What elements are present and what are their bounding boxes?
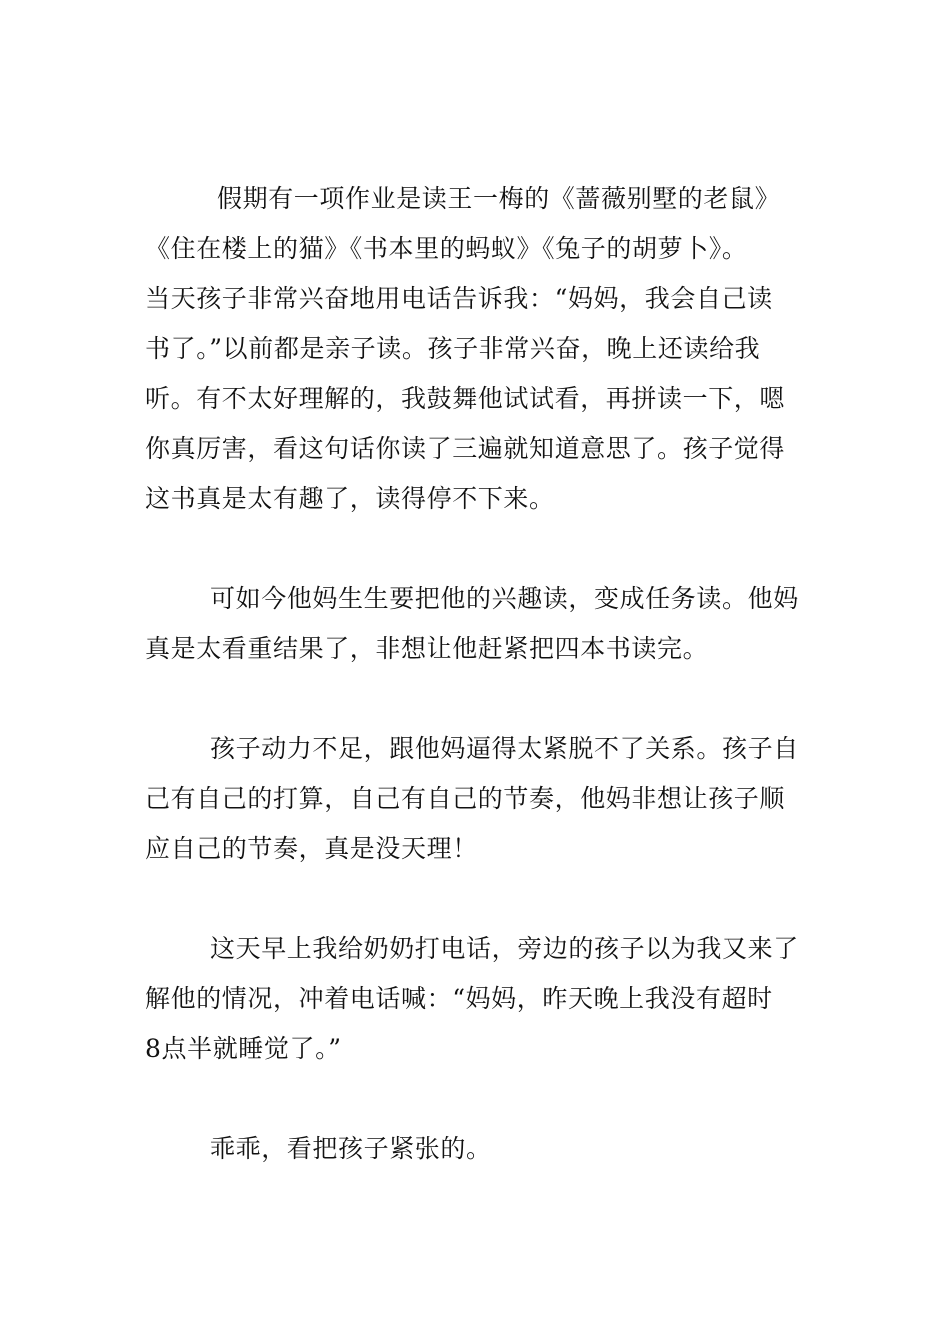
paragraph-3-line-3: 应自己的节奏，真是没天理！ (145, 834, 478, 863)
paragraph-5-line-1: 乖乖，看把孩子紧张的。 (210, 1134, 492, 1163)
paragraph-2-line-1: 可如今他妈生生要把他的兴趣读，变成任务读。他妈 (210, 584, 799, 613)
paragraph-1-line-6: 你真厉害，看这句话你读了三遍就知道意思了。孩子觉得 (145, 434, 786, 463)
paragraph-3-line-1: 孩子动力不足，跟他妈逼得太紧脱不了关系。孩子自 (210, 734, 799, 763)
paragraph-4-line-2: 解他的情况，冲着电话喊：“妈妈，昨天晚上我没有超时 (145, 984, 773, 1013)
paragraph-4-line-3: 8点半就睡觉了。” (145, 1034, 342, 1063)
paragraph-1-line-2: 《住在楼上的猫》《书本里的蚂蚁》《兔子的胡萝卜》。 (145, 234, 748, 263)
paragraph-1-line-1: 假期有一项作业是读王一梅的《蔷薇别墅的老鼠》 (217, 184, 781, 213)
paragraph-2-line-2: 真是太看重结果了，非想让他赶紧把四本书读完。 (145, 634, 709, 663)
paragraph-1-line-3: 当天孩子非常兴奋地用电话告诉我：“妈妈，我会自己读 (145, 284, 773, 313)
paragraph-3-line-2: 己有自己的打算，自己有自己的节奏，他妈非想让孩子顺 (145, 784, 786, 813)
paragraph-1-line-5: 听。有不太好理解的，我鼓舞他试试看，再拼读一下，嗯 (145, 384, 786, 413)
paragraph-4-line-1: 这天早上我给奶奶打电话，旁边的孩子以为我又来了 (210, 934, 799, 963)
paragraph-1-line-7: 这书真是太有趣了，读得停不下来。 (145, 484, 555, 513)
paragraph-1-line-4: 书了。”以前都是亲子读。孩子非常兴奋，晚上还读给我 (145, 334, 761, 363)
